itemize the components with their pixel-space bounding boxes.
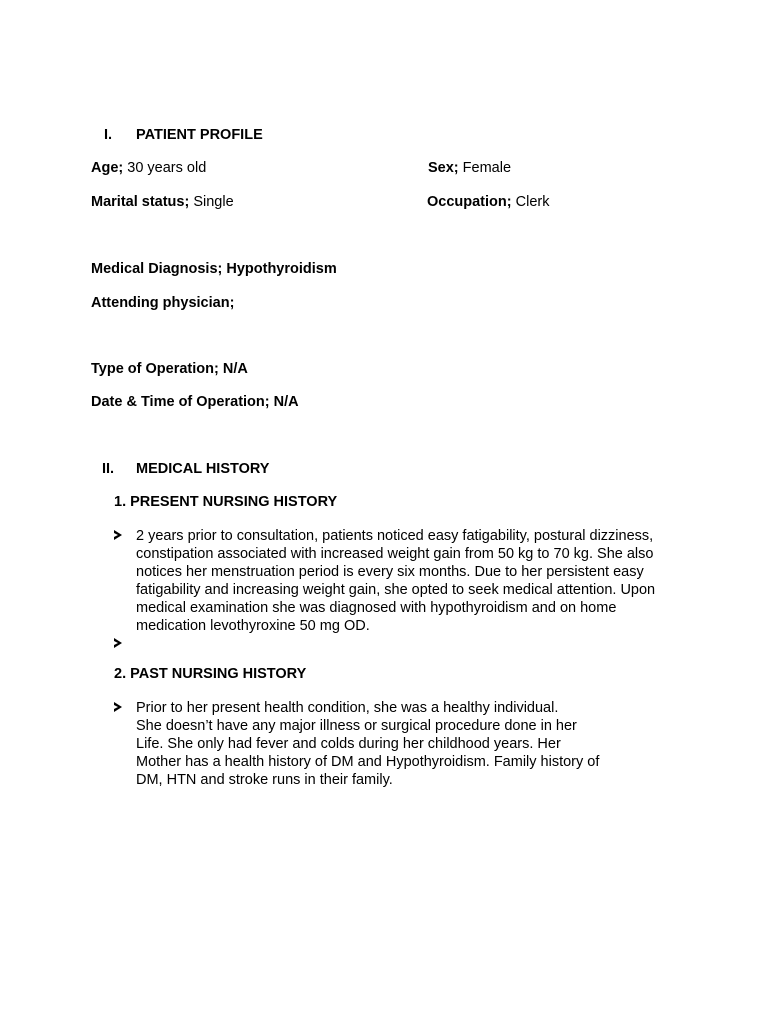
section-1-title: PATIENT PROFILE bbox=[136, 127, 263, 143]
medical-diagnosis: Medical Diagnosis; Hypothyroidism bbox=[91, 261, 337, 277]
age-label: Age; bbox=[91, 160, 124, 176]
marital-status-field bbox=[91, 194, 234, 211]
past-nursing-history-title: 2. PAST NURSING HISTORY bbox=[114, 666, 307, 682]
occupation-field bbox=[427, 194, 549, 211]
present-history-bullet-1 bbox=[114, 528, 136, 545]
attending-physician: Attending physician; bbox=[91, 295, 235, 311]
sex-label: Sex; bbox=[428, 160, 459, 176]
marital-status-label: Marital status; bbox=[91, 194, 190, 210]
past-history-line: Life. She only had fever and colds during her childhood years. Her bbox=[136, 736, 561, 752]
past-history-line: Prior to her present health condition, she was a healthy individual. bbox=[136, 700, 559, 716]
arrow-bullet-icon bbox=[114, 638, 122, 648]
present-history-bullet-2 bbox=[114, 636, 136, 653]
section-1-heading bbox=[104, 127, 263, 144]
present-history-paragraph bbox=[136, 527, 655, 635]
arrow-bullet-icon bbox=[114, 702, 122, 712]
marital-status-value: Single bbox=[193, 194, 234, 210]
sex-value: Female bbox=[462, 160, 512, 176]
past-history-line: DM, HTN and stroke runs in their family. bbox=[136, 772, 393, 788]
arrow-bullet-icon bbox=[114, 530, 122, 540]
past-history-line: Mother has a health history of DM and Hypothyroidism. Family history of bbox=[136, 754, 600, 770]
present-history-line: constipation associated with increased weight gain from 50 kg to 70 kg. She also bbox=[136, 546, 654, 562]
type-of-operation: Type of Operation; N/A bbox=[91, 361, 248, 377]
section-2-title: MEDICAL HISTORY bbox=[136, 461, 270, 477]
present-history-line: medication levothyroxine 50 mg OD. bbox=[136, 618, 370, 634]
occupation-label: Occupation; bbox=[427, 194, 512, 210]
age-value: 30 years old bbox=[127, 160, 207, 176]
present-history-line: fatigability and increasing weight gain, she opted to seek medical attention. Upon bbox=[136, 582, 656, 598]
past-history-paragraph bbox=[136, 699, 599, 789]
date-time-of-operation: Date & Time of Operation; N/A bbox=[91, 394, 299, 410]
section-2-number: II. bbox=[102, 461, 115, 477]
present-history-line: medical examination she was diagnosed with hypothyroidism and on home bbox=[136, 600, 617, 616]
present-history-line: 2 years prior to consultation, patients noticed easy fatigability, postural dizziness, bbox=[136, 528, 654, 544]
section-1-number: I. bbox=[104, 127, 113, 143]
present-nursing-history-title: 1. PRESENT NURSING HISTORY bbox=[114, 494, 338, 510]
age-field bbox=[91, 160, 206, 177]
past-history-line: She doesn’t have any major illness or surgical procedure done in her bbox=[136, 718, 577, 734]
section-2-heading bbox=[102, 461, 269, 478]
occupation-value: Clerk bbox=[515, 194, 550, 210]
present-history-line: notices her menstruation period is every six months. Due to her persistent easy bbox=[136, 564, 644, 580]
past-history-bullet-1 bbox=[114, 700, 136, 717]
sex-field bbox=[428, 160, 511, 177]
